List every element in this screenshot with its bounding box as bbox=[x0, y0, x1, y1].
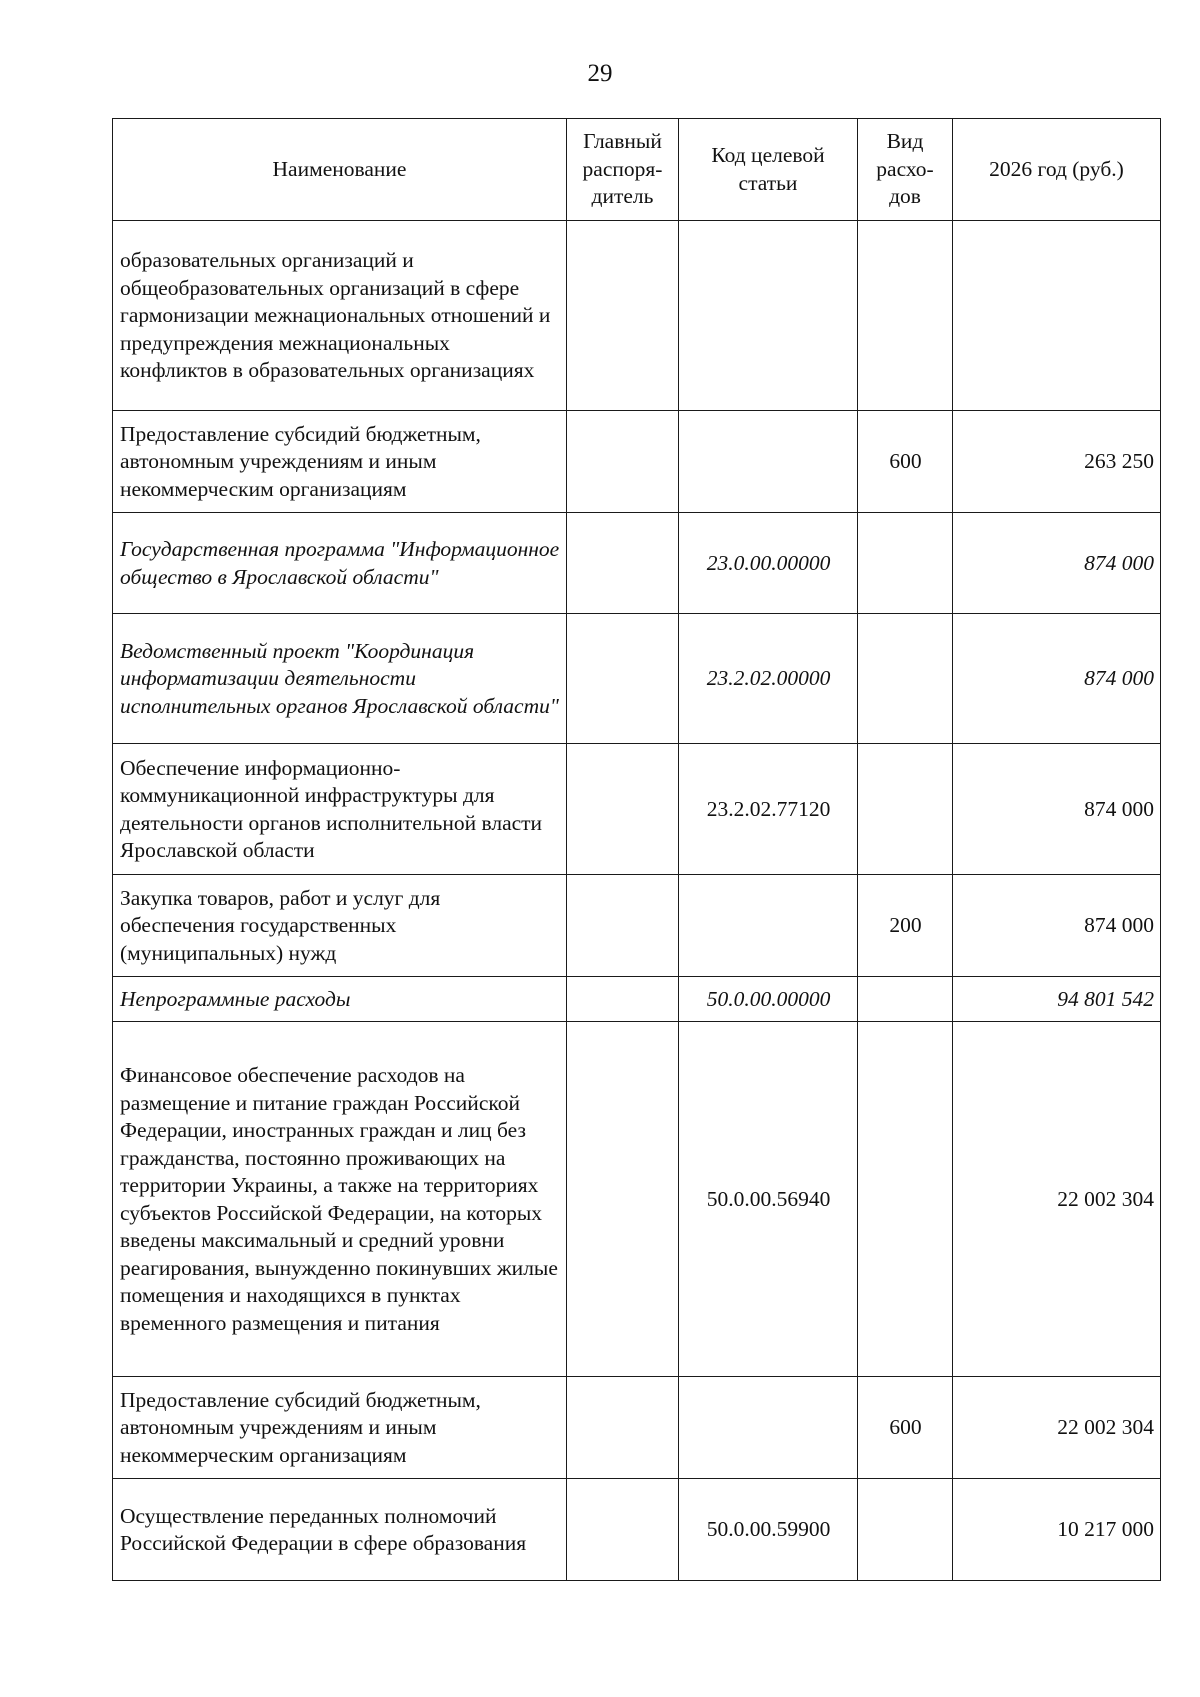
row-sum: 263 250 bbox=[953, 411, 1161, 513]
table-row bbox=[113, 513, 1161, 614]
table-row bbox=[113, 744, 1161, 875]
row-type bbox=[858, 977, 953, 1022]
row-code: 23.2.02.77120 bbox=[679, 744, 858, 875]
row-code: 50.0.00.00000 bbox=[679, 977, 858, 1022]
row-name: Ведомственный проект "Координация информатизации деятельности исполнительных органов Ярославской области" bbox=[113, 614, 567, 744]
header-type: Вид расхо-дов bbox=[858, 119, 953, 221]
row-code: 50.0.00.59900 bbox=[679, 1479, 858, 1581]
row-code: 23.2.02.00000 bbox=[679, 614, 858, 744]
row-type bbox=[858, 1022, 953, 1377]
row-manager bbox=[567, 221, 679, 411]
row-name: образовательных организаций и общеобразовательных организаций в сфере гармонизации межнациональных отношений и предупреждения межнациональных конфликтов в образовательных организациях bbox=[113, 221, 567, 411]
row-manager bbox=[567, 614, 679, 744]
row-name: Предоставление субсидий бюджетным, автономным учреждениям и иным некоммерческим организациям bbox=[113, 411, 567, 513]
row-manager bbox=[567, 1022, 679, 1377]
row-name: Закупка товаров, работ и услуг для обеспечения государственных (муниципальных) нужд bbox=[113, 875, 567, 977]
row-sum: 10 217 000 bbox=[953, 1479, 1161, 1581]
header-code: Код целевой статьи bbox=[679, 119, 858, 221]
table-row bbox=[113, 875, 1161, 977]
row-type: 600 bbox=[858, 1377, 953, 1479]
row-sum: 22 002 304 bbox=[953, 1377, 1161, 1479]
row-sum bbox=[953, 221, 1161, 411]
row-type: 600 bbox=[858, 411, 953, 513]
row-type bbox=[858, 744, 953, 875]
row-sum: 22 002 304 bbox=[953, 1022, 1161, 1377]
row-manager bbox=[567, 1479, 679, 1581]
table-row bbox=[113, 977, 1161, 1022]
row-sum: 874 000 bbox=[953, 744, 1161, 875]
table-header-row bbox=[113, 119, 1161, 221]
table-row bbox=[113, 1377, 1161, 1479]
row-manager bbox=[567, 875, 679, 977]
header-name: Наименование bbox=[113, 119, 567, 221]
row-type bbox=[858, 1479, 953, 1581]
budget-table bbox=[112, 118, 1161, 1581]
row-code bbox=[679, 875, 858, 977]
row-manager bbox=[567, 744, 679, 875]
table-row bbox=[113, 614, 1161, 744]
row-code: 50.0.00.56940 bbox=[679, 1022, 858, 1377]
row-name: Обеспечение информационно-коммуникационной инфраструктуры для деятельности органов исполнительной власти Ярославской области bbox=[113, 744, 567, 875]
table-row bbox=[113, 1022, 1161, 1377]
page-number: 29 bbox=[587, 60, 613, 87]
row-code bbox=[679, 411, 858, 513]
row-manager bbox=[567, 513, 679, 614]
header-manager: Главный распоря-дитель bbox=[567, 119, 679, 221]
row-sum: 874 000 bbox=[953, 614, 1161, 744]
table-row bbox=[113, 221, 1161, 411]
row-manager bbox=[567, 1377, 679, 1479]
row-name: Финансовое обеспечение расходов на размещение и питание граждан Российской Федерации, иностранных граждан и лиц без гражданства, постоянно проживающих на территории Украины, а также на территориях субъектов Российской Федерации, на которых введены максимальный и средний уровни реагирования, вынужденно покинувших жилые помещения и находящихся в пунктах временного размещения и питания bbox=[113, 1022, 567, 1377]
row-name: Осуществление переданных полномочий Российской Федерации в сфере образования bbox=[113, 1479, 567, 1581]
row-name: Непрограммные расходы bbox=[113, 977, 567, 1022]
row-sum: 874 000 bbox=[953, 513, 1161, 614]
table-row bbox=[113, 411, 1161, 513]
row-code: 23.0.00.00000 bbox=[679, 513, 858, 614]
row-manager bbox=[567, 977, 679, 1022]
row-name: Государственная программа "Информационное общество в Ярославской области" bbox=[113, 513, 567, 614]
row-sum: 94 801 542 bbox=[953, 977, 1161, 1022]
row-type: 200 bbox=[858, 875, 953, 977]
header-sum: 2026 год (руб.) bbox=[953, 119, 1161, 221]
row-code bbox=[679, 221, 858, 411]
row-type bbox=[858, 614, 953, 744]
table-row bbox=[113, 1479, 1161, 1581]
row-manager bbox=[567, 411, 679, 513]
row-type bbox=[858, 221, 953, 411]
row-code bbox=[679, 1377, 858, 1479]
row-sum: 874 000 bbox=[953, 875, 1161, 977]
row-type bbox=[858, 513, 953, 614]
row-name: Предоставление субсидий бюджетным, автономным учреждениям и иным некоммерческим организациям bbox=[113, 1377, 567, 1479]
